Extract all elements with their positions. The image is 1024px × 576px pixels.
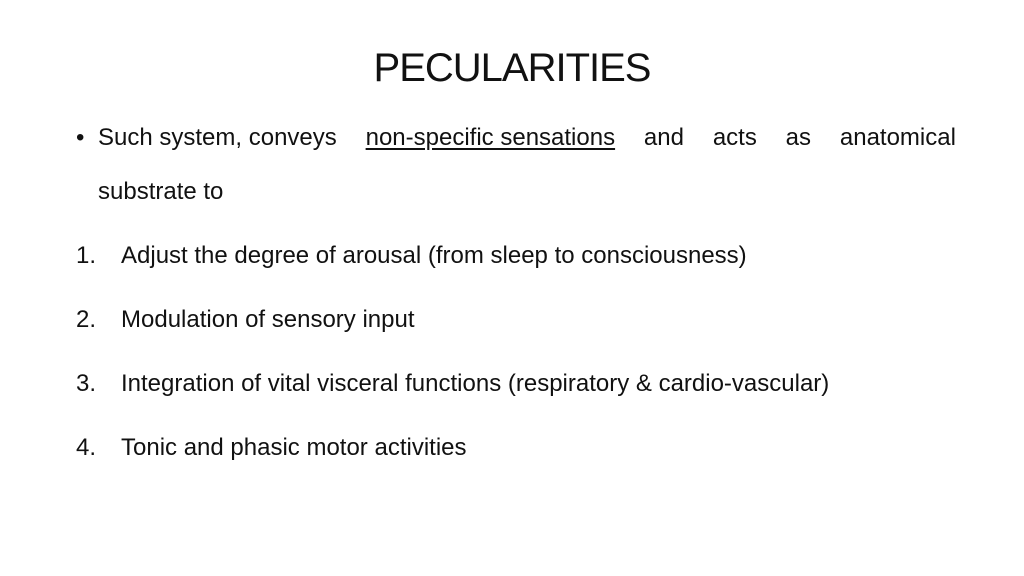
list-number: 1.	[76, 242, 97, 269]
bullet-paragraph	[76, 124, 956, 206]
list-item	[76, 306, 976, 334]
underlined-phrase: non-specific sensations	[365, 124, 616, 151]
bullet-first-line	[76, 124, 956, 156]
list-item-text: Adjust the degree of arousal (from sleep to consciousness)	[121, 242, 747, 269]
list-item	[76, 242, 976, 270]
bullet-word: anatomical	[839, 124, 956, 151]
bullet-word: as	[785, 124, 812, 151]
bullet-word: and	[643, 124, 684, 151]
list-item-text: Integration of vital visceral functions (respiratory & cardio-vascular)	[121, 370, 830, 397]
list-number: 4.	[76, 434, 97, 461]
list-number: 2.	[76, 306, 97, 333]
list-item-text: Modulation of sensory input	[121, 306, 415, 333]
bullet-marker: •	[76, 124, 85, 151]
list-item	[76, 370, 976, 398]
bullet-continuation: substrate to	[98, 178, 224, 205]
list-item-text: Tonic and phasic motor activities	[121, 434, 467, 461]
list-number: 3.	[76, 370, 97, 397]
list-item	[76, 434, 976, 462]
numbered-list	[76, 242, 976, 498]
bullet-text-start: Such system, conveys	[98, 124, 337, 151]
slide-title: PECULARITIES	[373, 46, 651, 90]
bullet-word: acts	[712, 124, 757, 151]
